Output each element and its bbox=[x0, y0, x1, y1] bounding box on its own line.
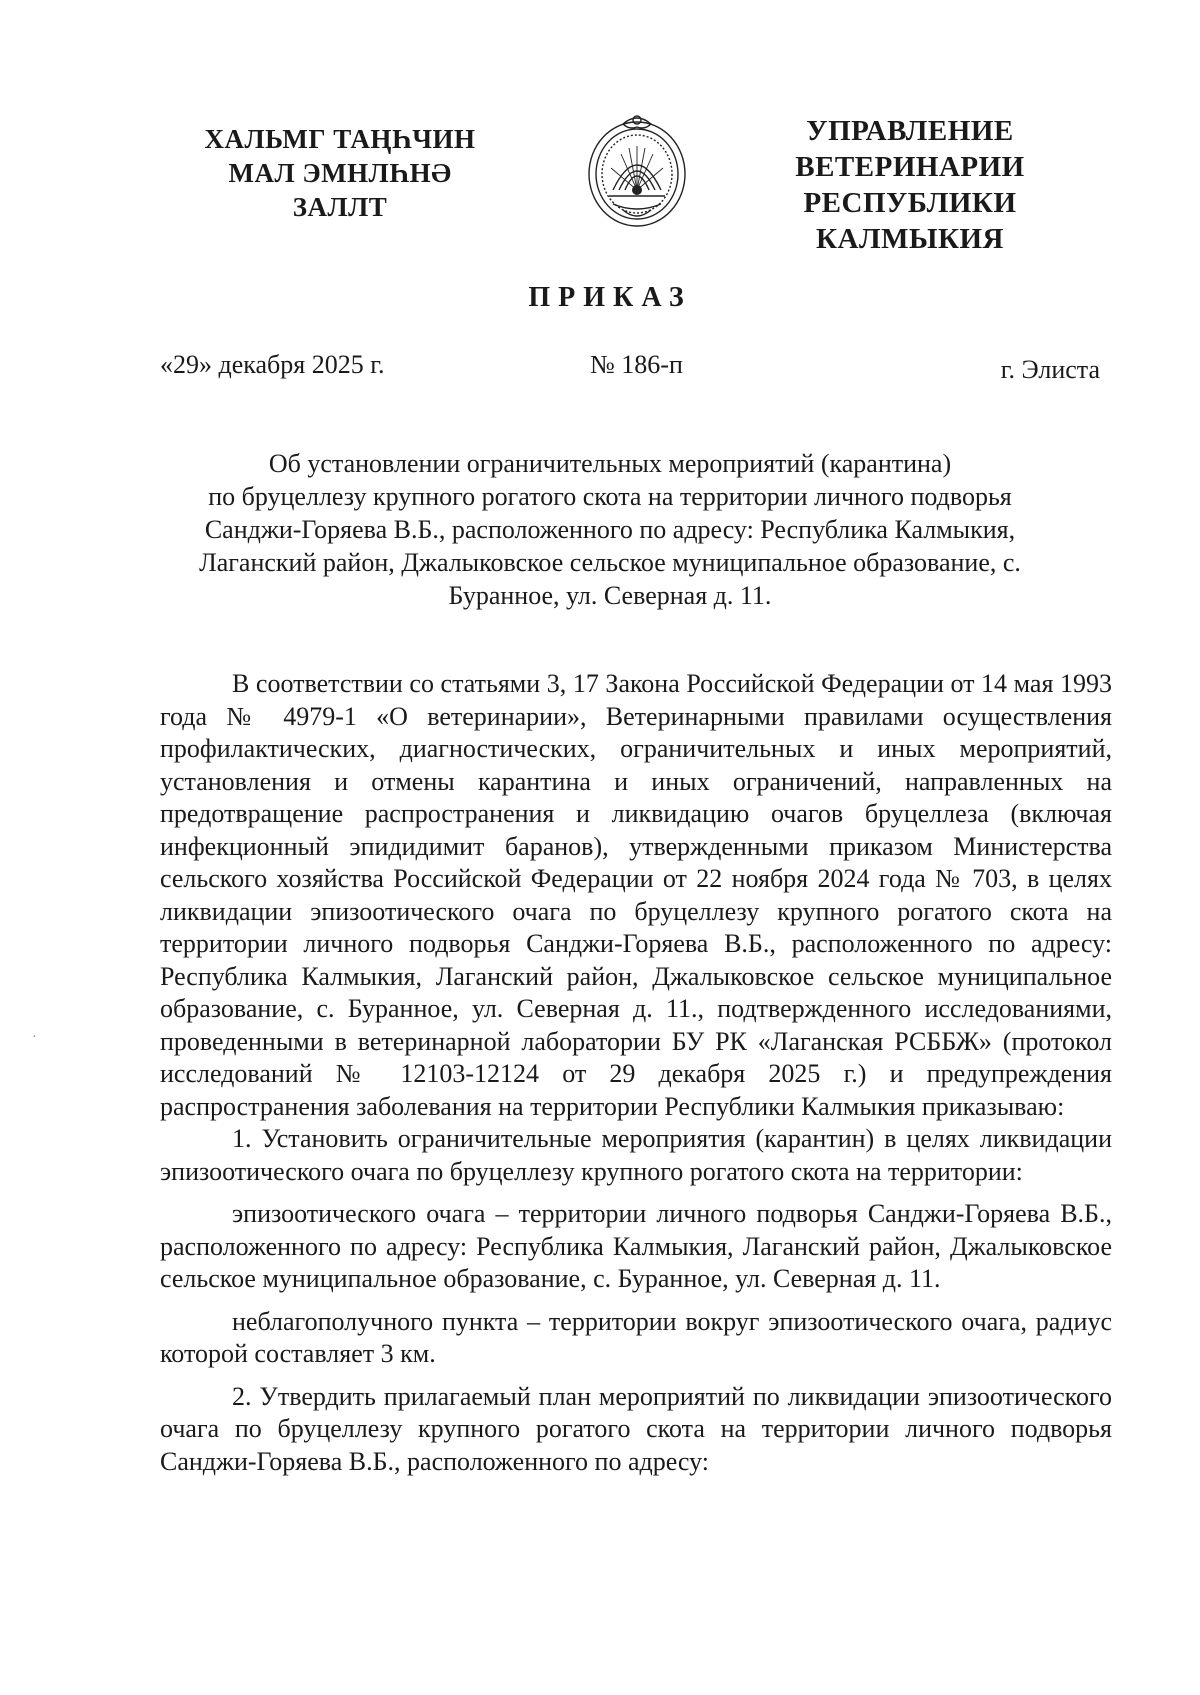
header-kalmyk-name bbox=[190, 122, 490, 224]
body-paragraph: неблагополучного пункта – территории вокруг эпизоотического очага, радиус которой составляет 3 км. bbox=[160, 1306, 1112, 1368]
header-right-line: ВЕТЕРИНАРИИ bbox=[795, 151, 1025, 183]
subject-line: Лаганский район, Джалыковское сельское муниципальное образование, с. bbox=[199, 548, 1021, 577]
subject-line: по бруцеллезу крупного рогатого скота на территории личного подворья bbox=[208, 482, 1012, 511]
order-number: № 186-п bbox=[590, 350, 683, 379]
body-paragraph: 2. Утвердить прилагаемый план мероприятий по ликвидации эпизоотического очага по бруцеллезу крупного рогатого скота на территории личного подворья Санджи-Горяева В.Б., расположенного по адресу: bbox=[160, 1381, 1112, 1476]
header-left-line: ХАЛЬМГ ТАҢҺЧИН bbox=[204, 124, 476, 154]
body-paragraph: 1. Установить ограничительные мероприятия (карантин) в целях ликвидации эпизоотического очага по бруцеллезу крупного рогатого скота на территории: bbox=[160, 1124, 1112, 1186]
header-right-line: РЕСПУБЛИКИ bbox=[803, 187, 1017, 219]
subject-line: Об установлении ограничительных мероприятий (карантина) bbox=[268, 449, 952, 478]
order-date: «29» декабря 2025 г. bbox=[160, 350, 385, 379]
header-russian-name bbox=[790, 113, 1030, 257]
header-right-line: УПРАВЛЕНИЕ bbox=[806, 115, 1014, 147]
header-left-line: ЗАЛЛТ bbox=[292, 192, 388, 222]
order-city: г. Элиста bbox=[1000, 355, 1100, 384]
subject-line: Санджи-Горяева В.Б., расположенного по адресу: Республика Калмыкия, bbox=[204, 515, 1016, 544]
body-paragraph: В соответствии со статьями 3, 17 Закона Российской Федерации от 14 мая 1993 года № 4979-1 «О ветеринарии», Ветеринарными правилами осуществления профилактических, диагностических, ограничительных и иных мероприятий, установления и отмены карантина и иных ограничений, направленных на предотвращение распространения и ликвидацию очагов бруцеллеза (включая инфекционный эпидидимит баранов), утвержденными приказом Министерства сельского хозяйства Российской Федерации от 22 ноября 2024 года № 703, в целях ликвидации эпизоотического очага по бруцеллезу крупного рогатого скота на территории личного подворья Санджи-Горяева В.Б., расположенного по адресу: Республика Калмыкия, Лаганский район, Джалыковское сельское муниципальное образование, с. Буранное, ул. Северная д. 11., подтвержденного исследованиями, проведенными в ветеринарной лаборатории БУ РК «Лаганская РСББЖ» (протокол исследований № 12103-12124 от 29 декабря 2025 г.) и предупреждения распространения заболевания на территории Республики Калмыкия приказываю: bbox=[160, 669, 1112, 1121]
document-title: ПРИКАЗ bbox=[528, 282, 692, 313]
body-paragraph: эпизоотического очага – территории личного подворья Санджи-Горяева В.Б., расположенного по адресу: Республика Калмыкия, Лаганский район, Джалыковское сельское муниципальное образование, с. Буранное, ул. Северная д. 11. bbox=[160, 1199, 1112, 1293]
order-subject bbox=[130, 447, 1090, 612]
header-left-line: МАЛ ЭМНЛҺНӘ bbox=[228, 158, 452, 188]
order-body bbox=[160, 668, 1112, 1478]
header-right-line: КАЛМЫКИЯ bbox=[816, 223, 1004, 255]
kalmykia-emblem-icon bbox=[583, 110, 691, 232]
scan-mark: · bbox=[32, 1030, 37, 1045]
subject-line: Буранное, ул. Северная д. 11. bbox=[448, 581, 772, 610]
